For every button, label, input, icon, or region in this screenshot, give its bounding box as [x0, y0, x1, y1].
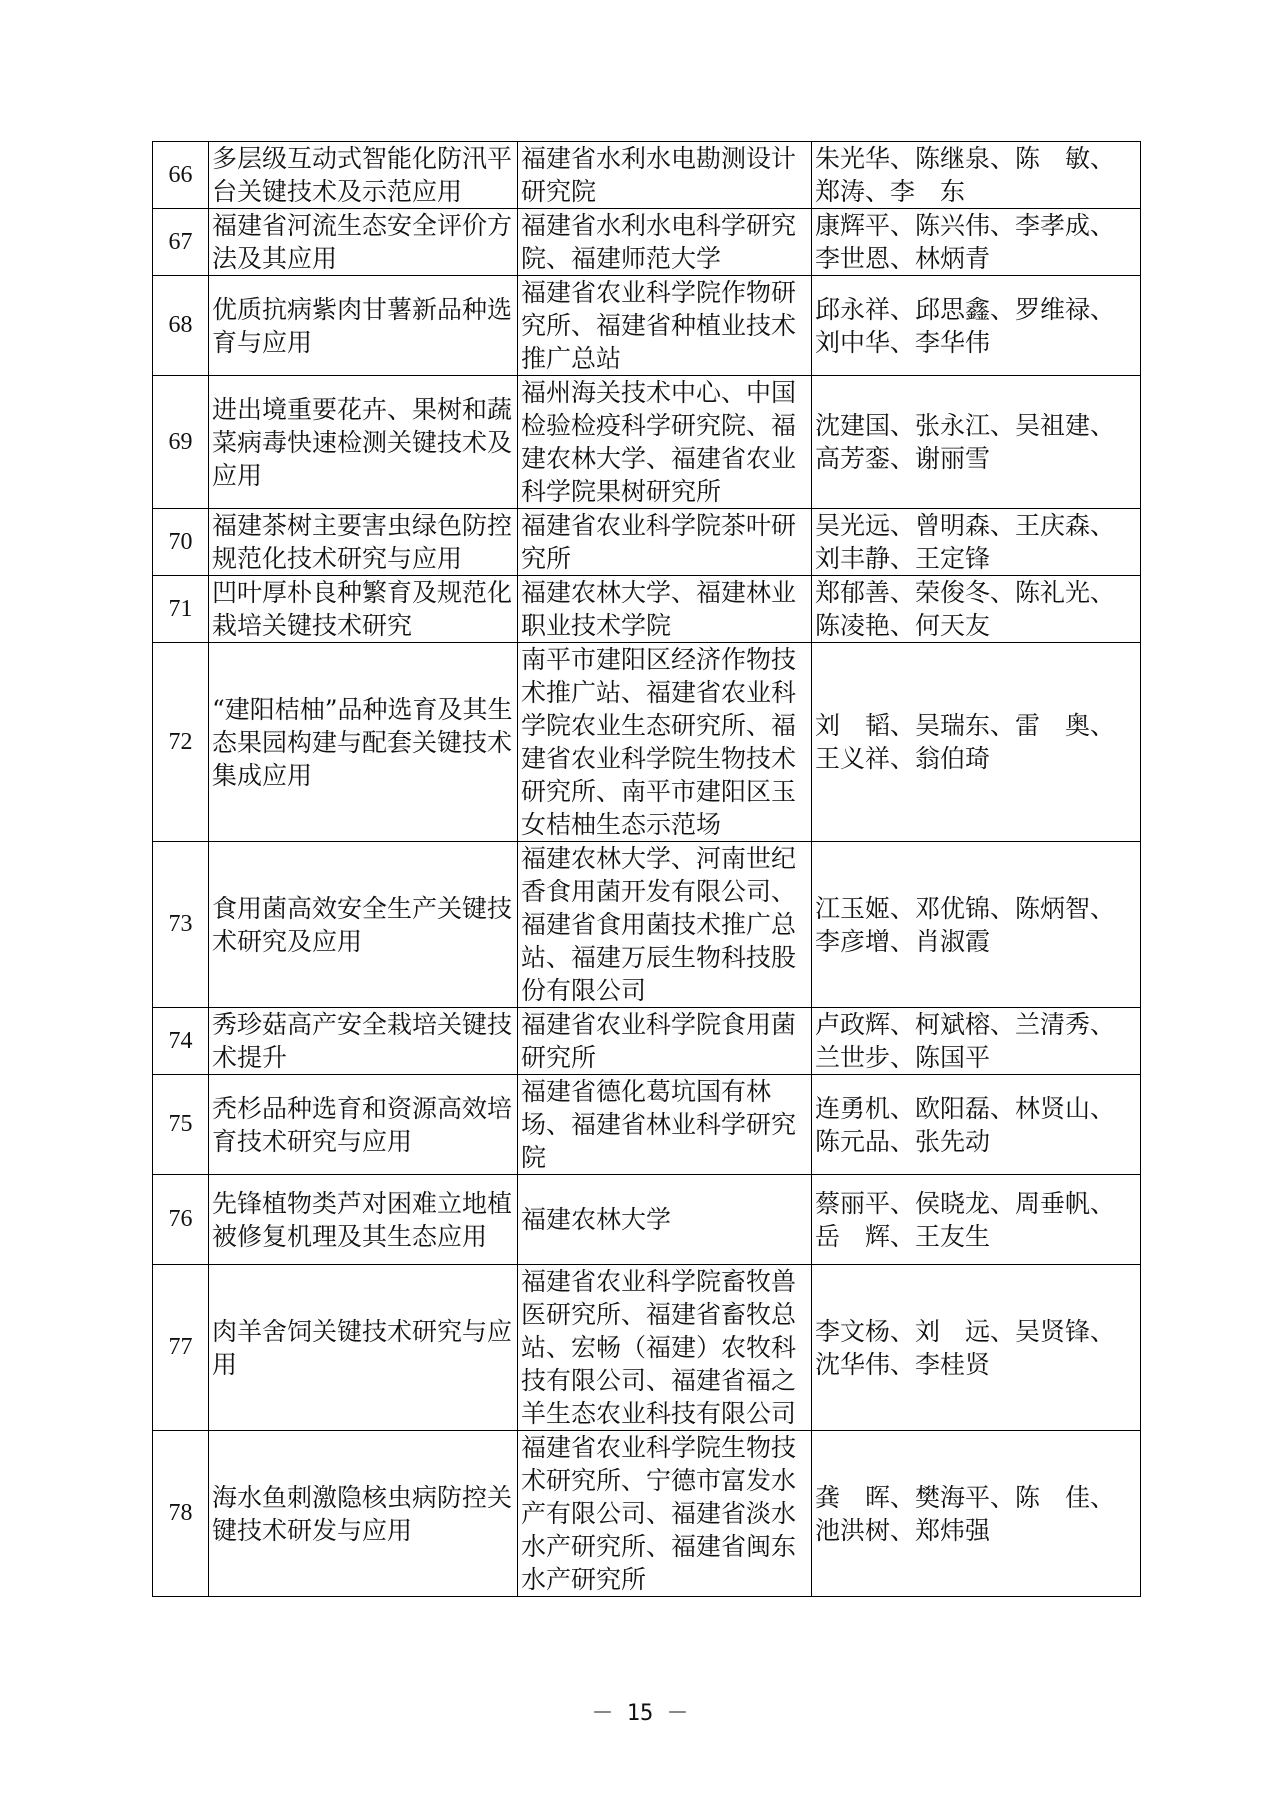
persons-cell: 连勇机、欧阳磊、林贤山、陈元品、张先动	[812, 1075, 1141, 1175]
project-name-cell: 先锋植物类芦对困难立地植被修复机理及其生态应用	[209, 1175, 518, 1265]
awards-table-body	[153, 142, 1141, 1597]
project-name-cell: 海水鱼刺激隐核虫病防控关键技术研发与应用	[209, 1431, 518, 1597]
persons-cell: 龚 晖、樊海平、陈 佳、池洪树、郑炜强	[812, 1431, 1141, 1597]
page-number: － 15 －	[591, 1701, 689, 1726]
table-row	[153, 1008, 1141, 1075]
row-number: 72	[153, 643, 209, 842]
persons-cell: 刘 韬、吴瑞东、雷 奥、王义祥、翁伯琦	[812, 643, 1141, 842]
units-cell: 福建农林大学、河南世纪香食用菌开发有限公司、福建省食用菌技术推广总站、福建万辰生物科技股份有限公司	[518, 842, 812, 1008]
persons-cell: 蔡丽平、侯晓龙、周垂帆、岳 辉、王友生	[812, 1175, 1141, 1265]
persons-cell: 吴光远、曾明森、王庆森、刘丰静、王定锋	[812, 509, 1141, 576]
project-name-cell: 优质抗病紫肉甘薯新品种选育与应用	[209, 276, 518, 376]
units-cell: 福建农林大学	[518, 1175, 812, 1265]
units-cell: 福建省德化葛坑国有林场、福建省林业科学研究院	[518, 1075, 812, 1175]
row-number: 69	[153, 376, 209, 509]
row-number: 67	[153, 209, 209, 276]
units-cell: 福建省农业科学院食用菌研究所	[518, 1008, 812, 1075]
row-number: 75	[153, 1075, 209, 1175]
units-cell: 南平市建阳区经济作物技术推广站、福建省农业科学院农业生态研究所、福建省农业科学院生物技术研究所、南平市建阳区玉女桔柚生态示范场	[518, 643, 812, 842]
row-number: 71	[153, 576, 209, 643]
units-cell: 福建省农业科学院生物技术研究所、宁德市富发水产有限公司、福建省淡水水产研究所、福建省闽东水产研究所	[518, 1431, 812, 1597]
table-row	[153, 1175, 1141, 1265]
table-row	[153, 842, 1141, 1008]
project-name-cell: 秃杉品种选育和资源高效培育技术研究与应用	[209, 1075, 518, 1175]
units-cell: 福建农林大学、福建林业职业技术学院	[518, 576, 812, 643]
row-number: 74	[153, 1008, 209, 1075]
persons-cell: 卢政辉、柯斌榕、兰清秀、兰世步、陈国平	[812, 1008, 1141, 1075]
table-row	[153, 209, 1141, 276]
persons-cell: 江玉姬、邓优锦、陈炳智、李彦增、肖淑霞	[812, 842, 1141, 1008]
row-number: 73	[153, 842, 209, 1008]
row-number: 70	[153, 509, 209, 576]
table-row	[153, 1265, 1141, 1431]
awards-table	[152, 141, 1141, 1597]
row-number: 77	[153, 1265, 209, 1431]
project-name-cell: 凹叶厚朴良种繁育及规范化栽培关键技术研究	[209, 576, 518, 643]
table-row	[153, 643, 1141, 842]
table-row	[153, 276, 1141, 376]
project-name-cell: 秀珍菇高产安全栽培关键技术提升	[209, 1008, 518, 1075]
persons-cell: 郑郁善、荣俊冬、陈礼光、陈凌艳、何天友	[812, 576, 1141, 643]
project-name-cell: 食用菌高效安全生产关键技术研究及应用	[209, 842, 518, 1008]
row-number: 68	[153, 276, 209, 376]
units-cell: 福建省农业科学院畜牧兽医研究所、福建省畜牧总站、宏畅（福建）农牧科技有限公司、福建省福之羊生态农业科技有限公司	[518, 1265, 812, 1431]
units-cell: 福州海关技术中心、中国检验检疫科学研究院、福建农林大学、福建省农业科学院果树研究所	[518, 376, 812, 509]
table-row	[153, 509, 1141, 576]
project-name-cell: 福建省河流生态安全评价方法及其应用	[209, 209, 518, 276]
units-cell: 福建省农业科学院作物研究所、福建省种植业技术推广总站	[518, 276, 812, 376]
units-cell: 福建省水利水电科学研究院、福建师范大学	[518, 209, 812, 276]
table-row	[153, 142, 1141, 209]
row-number: 66	[153, 142, 209, 209]
row-number: 76	[153, 1175, 209, 1265]
project-name-cell: 肉羊舍饲关键技术研究与应用	[209, 1265, 518, 1431]
project-name-cell: 福建茶树主要害虫绿色防控规范化技术研究与应用	[209, 509, 518, 576]
persons-cell: 李文杨、刘 远、吴贤锋、沈华伟、李桂贤	[812, 1265, 1141, 1431]
units-cell: 福建省水利水电勘测设计研究院	[518, 142, 812, 209]
persons-cell: 邱永祥、邱思鑫、罗维禄、刘中华、李华伟	[812, 276, 1141, 376]
project-name-cell: 进出境重要花卉、果树和蔬菜病毒快速检测关键技术及应用	[209, 376, 518, 509]
table-row	[153, 1431, 1141, 1597]
units-cell: 福建省农业科学院茶叶研究所	[518, 509, 812, 576]
persons-cell: 沈建国、张永江、吴祖建、高芳銮、谢丽雪	[812, 376, 1141, 509]
table-row	[153, 1075, 1141, 1175]
row-number: 78	[153, 1431, 209, 1597]
persons-cell: 朱光华、陈继泉、陈 敏、郑涛、李 东	[812, 142, 1141, 209]
persons-cell: 康辉平、陈兴伟、李孝成、李世恩、林炳青	[812, 209, 1141, 276]
project-name-cell: 多层级互动式智能化防汛平台关键技术及示范应用	[209, 142, 518, 209]
table-row	[153, 576, 1141, 643]
project-name-cell: “建阳桔柚”品种选育及其生态果园构建与配套关键技术集成应用	[209, 643, 518, 842]
table-row	[153, 376, 1141, 509]
